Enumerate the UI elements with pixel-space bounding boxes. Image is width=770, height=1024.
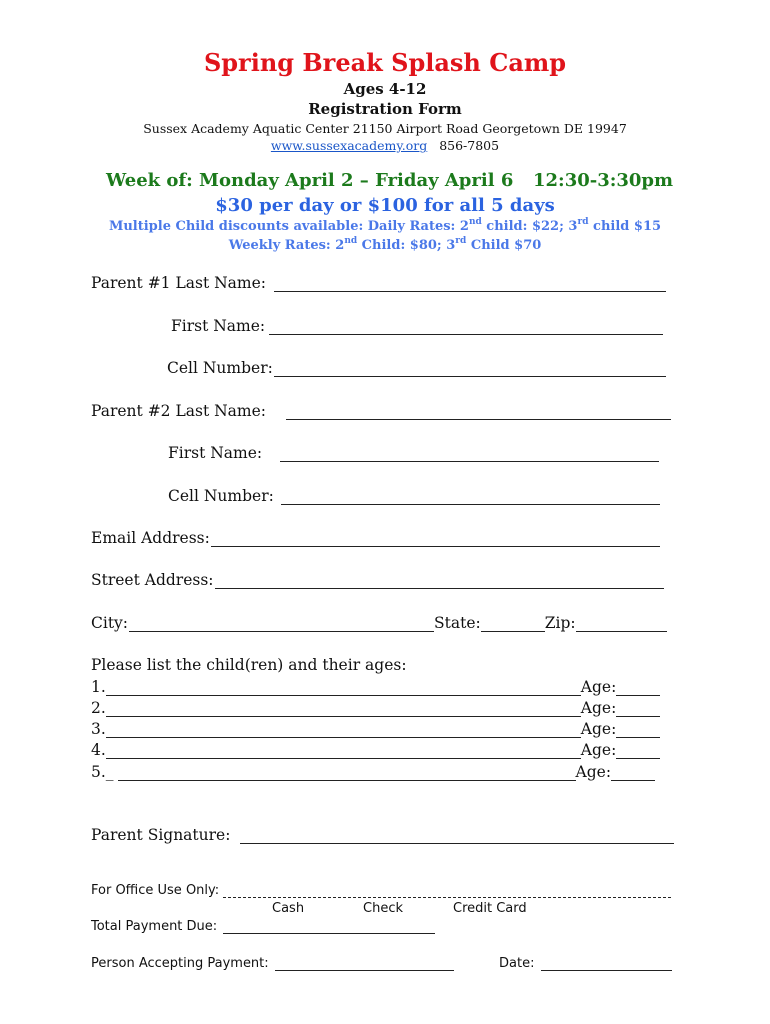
city-field[interactable]: [129, 616, 434, 632]
age-label: Age:: [580, 720, 617, 738]
parent1-first-field[interactable]: [269, 319, 663, 335]
date-label: Date:: [499, 956, 535, 971]
age-label: Age:: [580, 699, 617, 717]
total-due-field[interactable]: [223, 921, 435, 934]
parent2-cell-row: [168, 487, 660, 505]
discount-weekly: Weekly Rates: 2nd Child: $80; 3rd Child $70: [228, 236, 542, 253]
child-row: [91, 699, 660, 717]
child-number: 3.: [91, 720, 106, 738]
child-age-field[interactable]: [616, 680, 660, 696]
parent1-last-row: [91, 274, 666, 292]
parent2-last-label: Parent #2 Last Name:: [91, 402, 267, 420]
email-label: Email Address:: [91, 529, 210, 547]
parent2-first-row: [168, 444, 659, 462]
signature-label: Parent Signature:: [91, 826, 231, 844]
total-due-row: [91, 919, 435, 934]
child-age-field[interactable]: [611, 765, 655, 781]
office-use-label: For Office Use Only:: [91, 883, 220, 898]
zip-field[interactable]: [576, 616, 667, 632]
zip-label: Zip:: [544, 614, 576, 632]
street-label: Street Address:: [91, 571, 214, 589]
child-number: 2.: [91, 699, 106, 717]
signature-row: [91, 826, 674, 844]
age-label: Age:: [580, 741, 617, 759]
age-range: Ages 4-12: [343, 80, 427, 98]
parent1-cell-row: [167, 359, 666, 377]
child-row: [91, 763, 655, 781]
payment-method-credit-card[interactable]: Credit Card: [453, 901, 527, 916]
office-use-row: [91, 883, 671, 898]
child-row: [91, 741, 660, 759]
contact-line: [0, 138, 770, 153]
parent2-last-row: [91, 402, 671, 420]
parent1-last-label: Parent #1 Last Name:: [91, 274, 267, 292]
person-accepting-field[interactable]: [275, 958, 454, 971]
person-accepting-row: [91, 956, 454, 971]
parent1-first-row: [171, 317, 663, 335]
child-number: 5._: [91, 763, 114, 781]
child-row: [91, 678, 660, 696]
child-name-field[interactable]: [106, 743, 581, 759]
form-name: Registration Form: [308, 100, 462, 118]
page-title: Spring Break Splash Camp: [203, 48, 567, 77]
state-field[interactable]: [481, 616, 545, 632]
street-field[interactable]: [215, 573, 664, 589]
child-name-field[interactable]: [106, 701, 581, 717]
child-number: 1.: [91, 678, 106, 696]
phone-number: 856-7805: [439, 138, 500, 153]
parent1-first-label: First Name:: [171, 317, 266, 335]
person-accepting-label: Person Accepting Payment:: [91, 956, 269, 971]
child-age-field[interactable]: [616, 701, 660, 717]
discount-daily: Multiple Child discounts available: Daily Rates: 2nd child: $22; 3rd child $15: [108, 217, 662, 234]
child-name-field[interactable]: [106, 680, 581, 696]
price: $30 per day or $100 for all 5 days: [215, 195, 555, 216]
address: Sussex Academy Aquatic Center 21150 Airport Road Georgetown DE 19947: [143, 121, 627, 136]
signature-field[interactable]: [240, 828, 674, 844]
date-field[interactable]: [541, 958, 672, 971]
office-divider: [223, 888, 671, 898]
payment-method-check[interactable]: Check: [363, 901, 403, 916]
parent1-last-field[interactable]: [274, 276, 666, 292]
child-row: [91, 720, 660, 738]
parent1-cell-field[interactable]: [274, 361, 666, 377]
city-state-zip-row: [91, 614, 667, 632]
week-dates: Week of: Monday April 2 – Friday April 6: [106, 170, 514, 191]
street-row: [91, 571, 664, 589]
child-age-field[interactable]: [616, 743, 660, 759]
age-label: Age:: [575, 763, 612, 781]
date-row: [499, 956, 672, 971]
parent2-first-field[interactable]: [280, 446, 659, 462]
parent2-cell-label: Cell Number:: [168, 487, 274, 505]
payment-method-cash[interactable]: Cash: [272, 901, 305, 916]
state-label: State:: [434, 614, 481, 632]
website-link[interactable]: www.sussexacademy.org: [270, 138, 428, 153]
parent2-first-label: First Name:: [168, 444, 263, 462]
parent1-cell-label: Cell Number:: [167, 359, 273, 377]
camp-time: 12:30-3:30pm: [533, 170, 674, 191]
child-age-field[interactable]: [616, 722, 660, 738]
child-number: 4.: [91, 741, 106, 759]
city-label: City:: [91, 614, 129, 632]
parent2-last-field[interactable]: [286, 404, 671, 420]
email-row: [91, 529, 660, 547]
children-prompt: Please list the child(ren) and their ages:: [91, 656, 407, 674]
child-name-field[interactable]: [106, 722, 581, 738]
total-due-label: Total Payment Due:: [91, 919, 218, 934]
email-field[interactable]: [211, 531, 660, 547]
child-name-field[interactable]: [118, 765, 576, 781]
age-label: Age:: [580, 678, 617, 696]
parent2-cell-field[interactable]: [281, 489, 660, 505]
